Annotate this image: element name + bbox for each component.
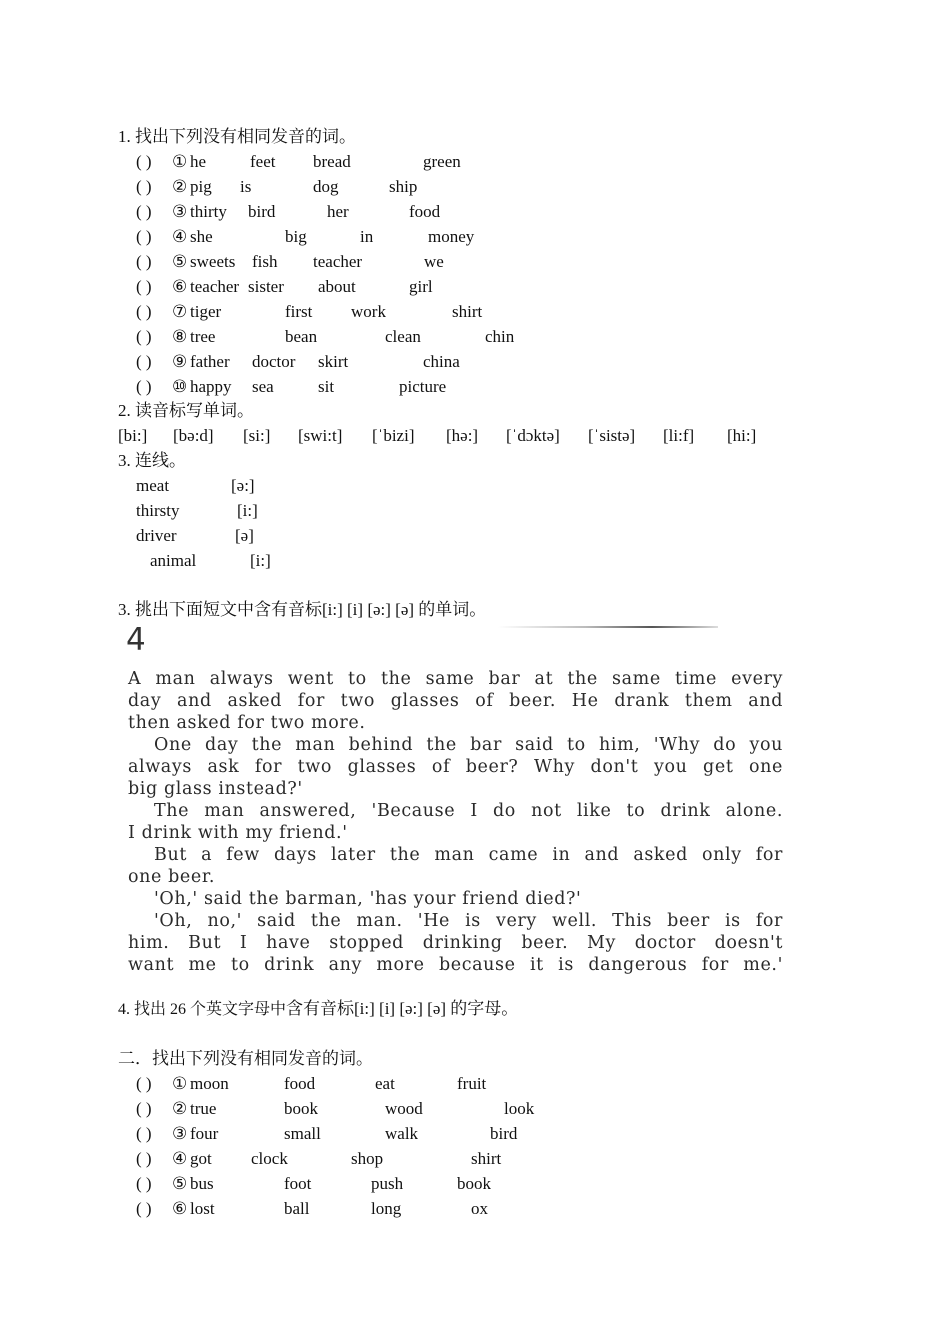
word: he <box>190 152 207 171</box>
word: book <box>457 1174 491 1193</box>
answer-blank: ( ) <box>136 277 152 296</box>
scanned-passage <box>118 620 786 982</box>
word: sea <box>252 377 274 396</box>
word: book <box>284 1099 318 1118</box>
word: is <box>240 177 252 196</box>
word: thirty <box>190 202 227 221</box>
word: sit <box>318 377 335 396</box>
word: china <box>423 352 460 371</box>
match-word: meat <box>136 476 170 495</box>
item-number: ① <box>172 1074 188 1093</box>
word: ox <box>471 1199 488 1218</box>
word: clock <box>251 1149 288 1168</box>
word: we <box>424 252 444 271</box>
word: long <box>371 1199 402 1218</box>
word: chin <box>485 327 515 346</box>
phonetic-symbol: [hə:] <box>446 426 479 445</box>
word: work <box>351 302 386 321</box>
section-4-title-suffix: 含有音标[i:] [i] [ə:] [ə] 的字母。 <box>286 999 519 1018</box>
match-symbol: [ə] <box>235 526 254 545</box>
answer-blank: ( ) <box>136 377 152 396</box>
answer-blank: ( ) <box>136 202 152 221</box>
word: shirt <box>471 1149 502 1168</box>
answer-blank: ( ) <box>136 177 152 196</box>
item-number: ② <box>172 177 188 196</box>
phonetic-symbol: [ˈbizi] <box>372 426 415 445</box>
passage-line: The man answered, 'Because I do not like to drink alone. <box>154 801 783 821</box>
passage-line: A man always went to the same bar at the same time every <box>128 669 783 689</box>
word: moon <box>190 1074 229 1093</box>
answer-blank: ( ) <box>136 1099 152 1118</box>
word: doctor <box>252 352 296 371</box>
passage-line: day and asked for two glasses of beer. He drank them and <box>128 691 783 711</box>
answer-blank: ( ) <box>136 152 152 171</box>
match-symbol: [i:] <box>250 551 271 570</box>
word: walk <box>385 1124 419 1143</box>
word: look <box>504 1099 535 1118</box>
match-symbol: [i:] <box>237 501 258 520</box>
section-4-title-prefix: 4. 找出 26 个英文字母中 <box>118 1001 287 1018</box>
answer-blank: ( ) <box>136 302 152 321</box>
word: big <box>285 227 307 246</box>
passage-line: one beer. <box>128 867 216 887</box>
item-number: ② <box>172 1099 188 1118</box>
answer-blank: ( ) <box>136 252 152 271</box>
word: wood <box>385 1099 423 1118</box>
word: teacher <box>190 277 240 296</box>
phonetic-symbol: [li:f] <box>663 426 695 445</box>
word: sweets <box>190 252 236 271</box>
item-number: ⑤ <box>172 1174 188 1193</box>
word: lost <box>190 1199 215 1218</box>
passage-line: him. But I have stopped drinking beer. My doctor doesn't <box>128 933 783 953</box>
item-number: ⑩ <box>172 377 188 396</box>
passage-line: 'Oh,' said the barman, 'has your friend died?' <box>154 889 582 909</box>
item-number: ④ <box>172 227 188 246</box>
passage-line: 'Oh, no,' said the man. 'He is very well. This beer is for <box>154 911 783 931</box>
answer-blank: ( ) <box>136 1074 152 1093</box>
word: dog <box>313 177 339 196</box>
section-5-title: 二．找出下列没有相同发音的词。 <box>118 1049 373 1068</box>
word: true <box>190 1099 217 1118</box>
answer-blank: ( ) <box>136 1124 152 1143</box>
word: girl <box>409 277 433 296</box>
word: shop <box>351 1149 384 1168</box>
phonetic-symbol: [bi:] <box>118 426 148 445</box>
word: tiger <box>190 302 222 321</box>
word: small <box>284 1124 321 1143</box>
word: teacher <box>313 252 363 271</box>
word: happy <box>190 377 232 396</box>
word: first <box>285 302 313 321</box>
word: ball <box>284 1199 310 1218</box>
section-3-title: 3. 连线。 <box>118 451 186 470</box>
match-word: animal <box>150 551 197 570</box>
answer-blank: ( ) <box>136 327 152 346</box>
item-number: ④ <box>172 1149 188 1168</box>
match-word: thirsty <box>136 501 180 520</box>
item-number: ⑤ <box>172 252 188 271</box>
answer-blank: ( ) <box>136 227 152 246</box>
item-number: ⑥ <box>172 277 188 296</box>
word: her <box>327 202 349 221</box>
match-word: driver <box>136 526 177 545</box>
match-symbol: [ə:] <box>231 476 255 495</box>
word: food <box>284 1074 316 1093</box>
word: skirt <box>318 352 349 371</box>
passage-line: But a few days later the man came in and asked only for <box>154 845 783 865</box>
word: feet <box>250 152 276 171</box>
scan-artifact-line <box>498 626 718 628</box>
word: picture <box>399 377 447 396</box>
item-number: ③ <box>172 1124 188 1143</box>
phonetic-symbol: [bə:d] <box>173 426 214 445</box>
word: four <box>190 1124 219 1143</box>
passage-line: big glass instead?' <box>128 779 303 799</box>
word: bus <box>190 1174 214 1193</box>
word: bread <box>313 152 351 171</box>
phonetic-symbol: [ˈdɔktə] <box>506 426 560 445</box>
word: fish <box>252 252 278 271</box>
passage-line: One day the man behind the bar said to him, 'Why do you <box>154 735 783 755</box>
phonetic-symbol: [swi:t] <box>298 426 343 445</box>
passage-number: 4 <box>126 622 147 658</box>
word: ship <box>389 177 418 196</box>
word: food <box>409 202 441 221</box>
word: sister <box>248 277 284 296</box>
item-number: ⑧ <box>172 327 188 346</box>
word: bean <box>285 327 318 346</box>
passage-line: I drink with my friend.' <box>128 823 348 843</box>
word: clean <box>385 327 421 346</box>
section-1-title: 1. 找出下列没有相同发音的词。 <box>118 127 356 146</box>
word: bird <box>248 202 276 221</box>
item-number: ⑥ <box>172 1199 188 1218</box>
word: bird <box>490 1124 518 1143</box>
word: shirt <box>452 302 483 321</box>
answer-blank: ( ) <box>136 1174 152 1193</box>
word: pig <box>190 177 212 196</box>
word: tree <box>190 327 216 346</box>
word: fruit <box>457 1074 487 1093</box>
word: money <box>428 227 475 246</box>
phonetic-symbol: [ˈsistə] <box>588 426 636 445</box>
answer-blank: ( ) <box>136 1149 152 1168</box>
passage-line: always ask for two glasses of beer? Why don't you get one <box>128 757 783 777</box>
word: foot <box>284 1174 312 1193</box>
item-number: ⑦ <box>172 302 188 321</box>
word: eat <box>375 1074 395 1093</box>
passage-line: then asked for two more. <box>128 713 366 733</box>
answer-blank: ( ) <box>136 1199 152 1218</box>
word: in <box>360 227 374 246</box>
section-2-title: 2. 读音标写单词。 <box>118 401 254 420</box>
section-4-title <box>118 998 518 1021</box>
item-number: ① <box>172 152 188 171</box>
item-number: ⑨ <box>172 352 188 371</box>
word: she <box>190 227 213 246</box>
word: green <box>423 152 461 171</box>
word: got <box>190 1149 212 1168</box>
passage-line: want me to drink any more because it is dangerous for me.' <box>128 955 783 975</box>
word: father <box>190 352 230 371</box>
word: push <box>371 1174 404 1193</box>
word: about <box>318 277 356 296</box>
phonetic-symbol: [si:] <box>243 426 271 445</box>
phonetic-symbol: [hi:] <box>727 426 757 445</box>
section-3b-title: 3. 挑出下面短文中含有音标[i:] [i] [ə:] [ə] 的单词。 <box>118 600 487 619</box>
item-number: ③ <box>172 202 188 221</box>
answer-blank: ( ) <box>136 352 152 371</box>
